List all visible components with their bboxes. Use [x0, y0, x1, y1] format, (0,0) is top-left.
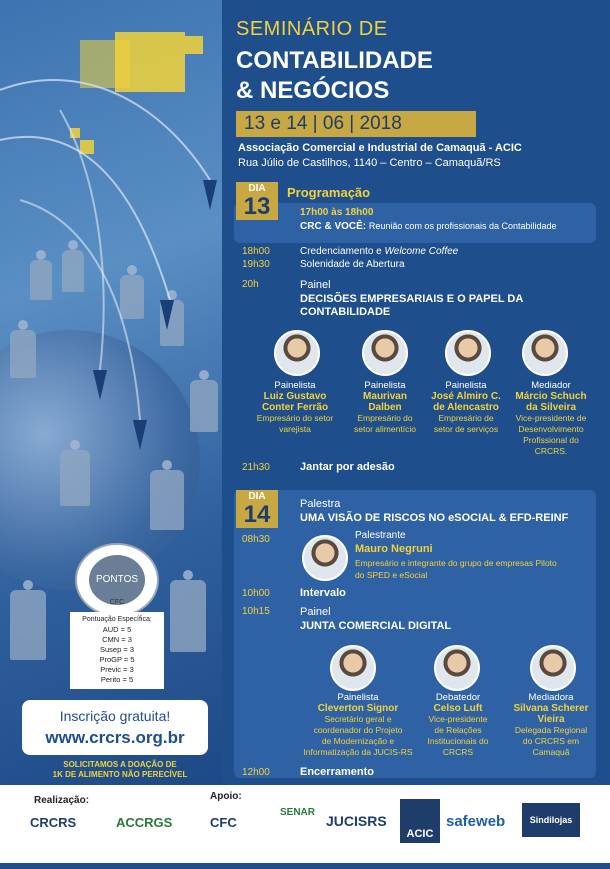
speaker-photo — [274, 330, 320, 376]
speaker-name: Silvana Scherer — [513, 703, 589, 714]
speaker-card — [298, 692, 418, 758]
panel-title: JUNTA COMERCIAL DIGITAL — [300, 620, 452, 632]
event-time: 19h30 — [242, 259, 270, 270]
event-time: 17h00 às 18h00 — [300, 207, 374, 218]
speaker-desc: Empresário do setor — [256, 413, 334, 423]
speaker-name: de Alencastro — [433, 402, 499, 413]
speaker-role: Debatedor — [435, 692, 481, 703]
speaker-card — [423, 380, 509, 435]
event-crc — [300, 221, 557, 232]
address: Rua Júlio de Castilhos, 1140 – Centro – Camaquã/RS — [238, 157, 501, 169]
cfc-logo: CFC — [210, 815, 237, 830]
apoio-label: Apoio: — [210, 791, 242, 802]
speaker-photo — [445, 330, 491, 376]
event-text: Solenidade de Abertura — [300, 259, 405, 270]
event-text-part: Credenciamento e — [300, 246, 382, 257]
panel-title: DECISÕES EMPRESARIAIS E O PAPEL DA — [300, 293, 524, 305]
programacao-heading: Programação — [287, 185, 371, 200]
event-label: Painel — [300, 606, 331, 618]
speaker-desc: Empresário de — [438, 413, 494, 423]
speaker-desc: de Modernização e — [321, 736, 395, 746]
speaker-desc: CRCRS. — [534, 446, 568, 456]
pontos-cfc-seal — [75, 543, 159, 617]
event-time: 10h00 — [242, 588, 270, 599]
speaker-desc: varejista — [279, 424, 311, 434]
realizacao-label: Realização: — [34, 795, 90, 806]
points-table — [70, 612, 164, 689]
day-label: DIA — [248, 183, 266, 194]
speaker-desc: Secretário geral e — [324, 714, 392, 724]
speaker-card — [248, 380, 342, 435]
event-time: 12h00 — [242, 767, 270, 778]
speaker-desc: Profissional do — [523, 435, 579, 445]
registration-box — [22, 700, 208, 755]
day2-badge — [236, 490, 278, 528]
points-row: ProGP = 5 — [99, 655, 135, 664]
donation-line: SOLICITAMOS A DOAÇÃO DE — [63, 760, 177, 769]
speaker-photo — [330, 645, 376, 691]
speaker-desc: do SPED e eSocial — [355, 570, 428, 580]
venue: Associação Comercial e Industrial de Camaquã - ACIC — [238, 142, 522, 154]
speaker-card — [505, 380, 597, 457]
speaker-desc: Empresário do — [357, 413, 413, 423]
registration-label: Inscrição gratuita! — [59, 708, 171, 724]
sindilojas-logo: Sindilojas — [522, 803, 580, 837]
speaker-role: Painelista — [274, 380, 316, 391]
speaker-desc: coordenador do Projeto — [313, 725, 403, 735]
event-text: Jantar por adesão — [300, 461, 395, 473]
speaker-role: Palestrante — [355, 530, 406, 541]
title-line: CONTABILIDADE — [236, 47, 433, 74]
speaker-desc: Camaquã — [532, 747, 570, 757]
footer-sponsors — [0, 785, 610, 863]
event-text: Intervalo — [300, 587, 346, 599]
speaker-photo — [362, 330, 408, 376]
speaker-role: Painelista — [445, 380, 487, 391]
event-time: 08h30 — [242, 534, 270, 545]
speaker-desc: Delegada Regional — [514, 725, 588, 735]
speaker-desc: de Relações — [434, 725, 482, 735]
event-title: CRC & VOCÊ: — [300, 221, 367, 232]
speaker-name: Maurivan — [363, 391, 407, 402]
seal-text: PONTOS — [89, 555, 145, 605]
points-row: Susep = 3 — [100, 645, 134, 654]
speaker-name: Cleverton Signor — [317, 703, 399, 714]
event-text-italic: Welcome Coffee — [384, 246, 459, 257]
accrgs-logo: ACCRGS — [116, 815, 173, 830]
speaker-photo — [302, 535, 348, 581]
speaker-name: Mauro Negruni — [355, 543, 433, 555]
speaker-desc: CRCRS — [442, 747, 474, 757]
event-time: 21h30 — [242, 462, 270, 473]
speaker-card — [415, 692, 501, 758]
speaker-photo — [522, 330, 568, 376]
speaker-desc: do CRCRS em — [522, 736, 580, 746]
points-row: Perito = 5 — [100, 675, 134, 684]
panel-title: CONTABILIDADE — [300, 306, 391, 318]
event-dates: 13 e 14 | 06 | 2018 — [236, 111, 476, 137]
event-text — [300, 246, 458, 257]
speaker-role: Mediadora — [528, 692, 574, 703]
speaker-photo — [530, 645, 576, 691]
speaker-desc: Vice-presidente — [428, 714, 488, 724]
decorative-globe-panel — [0, 0, 222, 785]
acic-logo: ACIC — [400, 799, 440, 843]
speaker-role: Painelista — [337, 692, 379, 703]
event-time: 10h15 — [242, 606, 270, 617]
speaker-name: Vieira — [537, 714, 565, 725]
speaker-role: Painelista — [364, 380, 406, 391]
speaker-card — [345, 380, 425, 435]
day-number: 13 — [243, 193, 271, 220]
speaker-desc: Desenvolvimento — [518, 424, 584, 434]
speaker-name: da Silveira — [525, 402, 577, 413]
title-seminario: SEMINÁRIO DE — [236, 18, 388, 40]
crcrs-logo: CRCRS — [30, 815, 77, 830]
registration-url-link[interactable]: www.crcrs.org.br — [45, 728, 185, 747]
talk-title: UMA VISÃO DE RISCOS NO eSOCIAL & EFD-REINF — [300, 512, 569, 524]
speaker-name: Dalben — [368, 402, 402, 413]
points-title: Pontuação Específica: — [82, 616, 152, 623]
speaker-name: José Almiro C. — [431, 391, 501, 402]
day-number: 14 — [243, 501, 271, 528]
donation-notice — [40, 760, 200, 780]
day-label: DIA — [248, 491, 266, 502]
speaker-name: Conter Ferrão — [261, 402, 329, 413]
jucisrs-logo: JUCISRS — [326, 813, 387, 829]
title-main — [236, 46, 433, 106]
safeweb-logo: safeweb — [446, 813, 506, 830]
speaker-role: Mediador — [531, 380, 571, 391]
speaker-name: Luiz Gustavo — [263, 391, 327, 402]
event-text: Encerramento — [300, 766, 374, 778]
points-row: AUD = 5 — [102, 625, 132, 634]
speaker-desc: Vice-presidente de — [515, 413, 587, 423]
speaker-desc: Informatização da JUCIS-RS — [303, 747, 413, 757]
event-time: 20h — [242, 279, 259, 290]
day1-badge — [236, 182, 278, 220]
speaker-name: Celso Luft — [433, 703, 483, 714]
speaker-name: Márcio Schuch — [515, 391, 587, 402]
senar-logo: SENAR — [280, 807, 316, 818]
event-label: Palestra — [300, 498, 341, 510]
speaker-desc: Empresário e integrante do grupo de empresas Piloto — [355, 558, 557, 568]
points-row: Previc = 3 — [100, 665, 134, 674]
event-label: Painel — [300, 279, 331, 291]
speaker-photo — [434, 645, 480, 691]
points-row: CMN = 3 — [102, 635, 132, 644]
speaker-card — [505, 692, 597, 758]
seal-cfc-label: CFC — [109, 599, 125, 606]
speaker-desc: Institucionais do — [427, 736, 489, 746]
speaker-desc: setor alimentício — [354, 424, 416, 434]
event-time: 18h00 — [242, 246, 270, 257]
title-line: & NEGÓCIOS — [236, 77, 390, 104]
speaker-desc: setor de serviços — [433, 424, 499, 434]
event-desc: Reunião com os profissionais da Contabilidade — [368, 221, 557, 231]
donation-line: 1K DE ALIMENTO NÃO PERECÍVEL — [52, 770, 188, 779]
